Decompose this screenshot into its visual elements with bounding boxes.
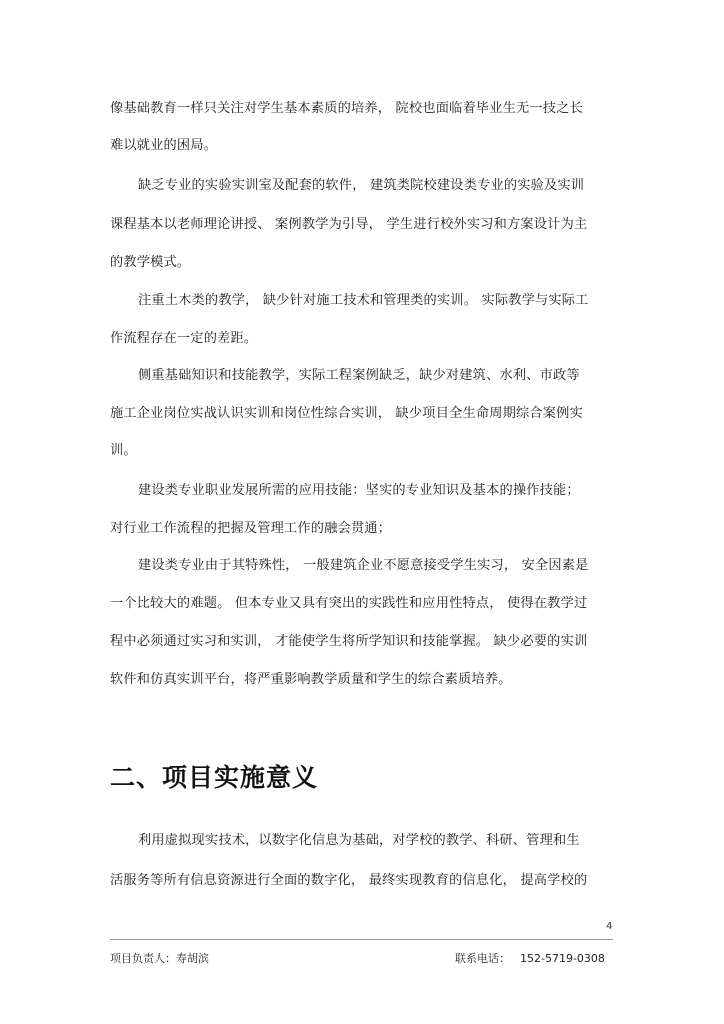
paragraph-line: 施工企业岗位实战认识实训和岗位性综合实训， 缺少项目全生命周期综合案例实: [110, 406, 583, 421]
paragraph-line: 建设类专业职业发展所需的应用技能：坚实的专业知识及基本的操作技能；: [138, 483, 580, 498]
paragraph-line: 作流程存在一定的差距。: [110, 331, 258, 346]
project-leader: 项目负责人：寿胡滨: [110, 952, 209, 965]
paragraph-line: 对行业工作流程的把握及管理工作的融会贯通；: [110, 521, 392, 536]
page-number: 4: [606, 921, 613, 932]
paragraph-line: 软件和仿真实训平台，将严重影响教学质量和学生的综合素质培养。: [110, 672, 512, 687]
section-heading: 二、项目实施意义: [110, 763, 319, 792]
paragraph-line: 注重土木类的教学， 缺少针对施工技术和管理类的实训。 实际教学与实际工: [138, 293, 589, 308]
phone-number: 152-5719-0308: [520, 952, 605, 965]
paragraph-line: 侧重基础知识和技能教学，实际工程案例缺乏，缺少对建筑、水利、市政等: [138, 368, 580, 383]
paragraph-line: 利用虚拟现实技术，以数字化信息为基础，对学校的教学、科研、管理和生: [138, 833, 580, 848]
paragraph-line: 的教学模式。: [110, 255, 191, 270]
paragraph-line: 一个比较大的难题。 但本专业又具有突出的实践性和应用性特点， 使得在教学过: [110, 596, 588, 611]
paragraph-line: 训。: [110, 443, 137, 458]
footer-divider: [110, 939, 613, 940]
phone-label: 联系电话：: [455, 952, 510, 965]
paragraph-line: 建设类专业由于其特殊性， 一般建筑企业不愿意接受学生实习， 安全因素是: [138, 558, 589, 573]
paragraph-line: 像基础教育一样只关注对学生基本素质的培养， 院校也面临着毕业生无一技之长: [110, 101, 583, 116]
paragraph-line: 活服务等所有信息资源进行全面的数字化， 最终实现教育的信息化， 提高学校的: [110, 873, 588, 888]
contact-phone: [455, 952, 605, 966]
paragraph-line: 缺乏专业的实验实训室及配套的软件， 建筑类院校建设类专业的实验及实训: [138, 178, 585, 193]
paragraph-line: 程中必须通过实习和实训， 才能使学生将所学知识和技能掌握。 缺少必要的实训: [110, 634, 588, 649]
paragraph-line: 课程基本以老师理论讲授、 案例教学为引导， 学生进行校外实习和方案设计为主: [110, 217, 588, 232]
paragraph-line: 难以就业的困局。: [110, 138, 218, 153]
